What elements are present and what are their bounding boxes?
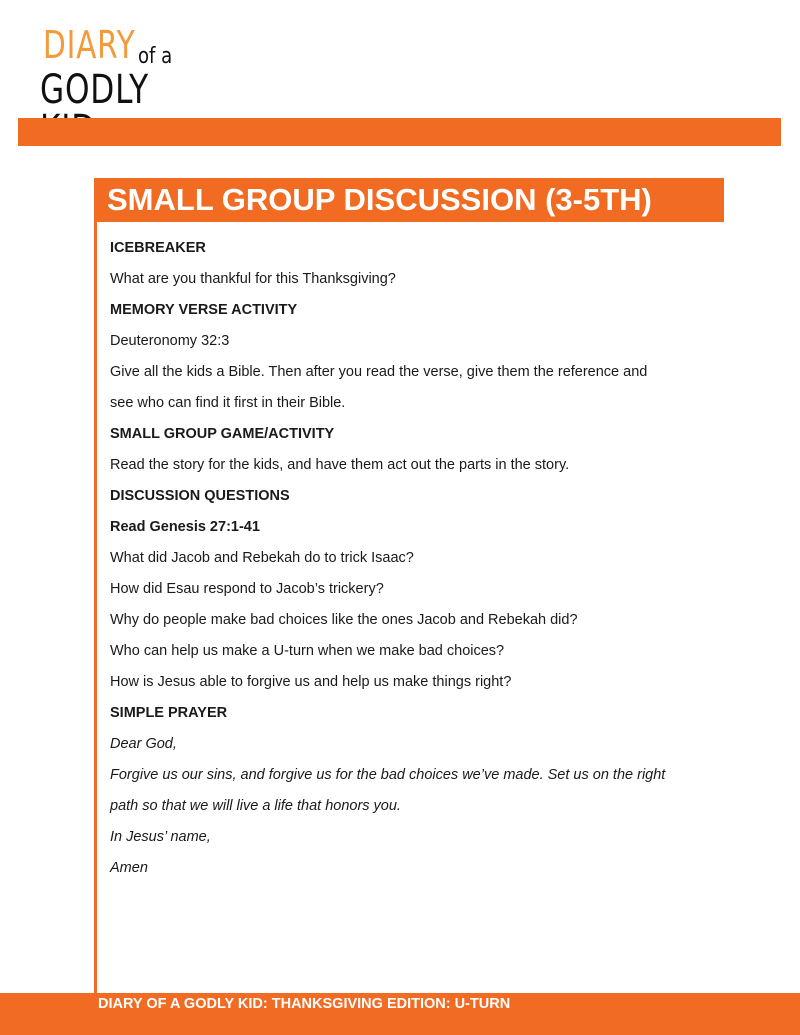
discussion-subheading: Read Genesis 27:1-41 [110, 519, 260, 535]
prayer-line: path so that we will live a life that honors you. [110, 798, 401, 814]
discussion-question: What did Jacob and Rebekah do to trick Isaac? [110, 550, 414, 566]
discussion-heading: DISCUSSION QUESTIONS [110, 488, 290, 504]
logo-of-a-text: of a [138, 44, 173, 69]
discussion-question: How did Esau respond to Jacob’s trickery? [110, 581, 384, 597]
icebreaker-heading: ICEBREAKER [110, 240, 206, 256]
game-heading: SMALL GROUP GAME/ACTIVITY [110, 426, 335, 442]
icebreaker-text: What are you thankful for this Thanksgiving? [110, 271, 396, 287]
discussion-question: Why do people make bad choices like the ones Jacob and Rebekah did? [110, 612, 578, 628]
game-text: Read the story for the kids, and have them act out the parts in the story. [110, 457, 570, 473]
page-title: SMALL GROUP DISCUSSION (3-5TH) [95, 178, 724, 222]
prayer-line: Dear God, [110, 736, 177, 752]
memory-verse-text-line-2: see who can find it first in their Bible. [110, 395, 346, 411]
discussion-content [110, 233, 730, 884]
logo-godly-kid-text: GODLY [40, 67, 149, 113]
discussion-question: Who can help us make a U-turn when we make bad choices? [110, 643, 505, 659]
logo-diary-text: DIARY [43, 23, 136, 67]
discussion-question: How is Jesus able to forgive us and help us make things right? [110, 674, 512, 690]
memory-verse-text-line-1: Give all the kids a Bible. Then after you read the verse, give them the reference and [110, 364, 648, 380]
prayer-line: Forgive us our sins, and forgive us for the bad choices we’ve made. Set us on the right [110, 767, 666, 783]
top-orange-band [18, 118, 781, 146]
prayer-line: In Jesus’ name, [110, 829, 211, 845]
footer-band [0, 993, 800, 1035]
prayer-heading: SIMPLE PRAYER [110, 705, 228, 721]
left-orange-rule [94, 178, 97, 993]
prayer-line: Amen [110, 860, 148, 876]
memory-verse-heading: MEMORY VERSE ACTIVITY [110, 302, 298, 318]
footer-text: DIARY OF A GODLY KID: THANKSGIVING EDITION: U-TURN [98, 996, 511, 1012]
memory-verse-reference: Deuteronomy 32:3 [110, 333, 230, 349]
logo [40, 20, 200, 115]
